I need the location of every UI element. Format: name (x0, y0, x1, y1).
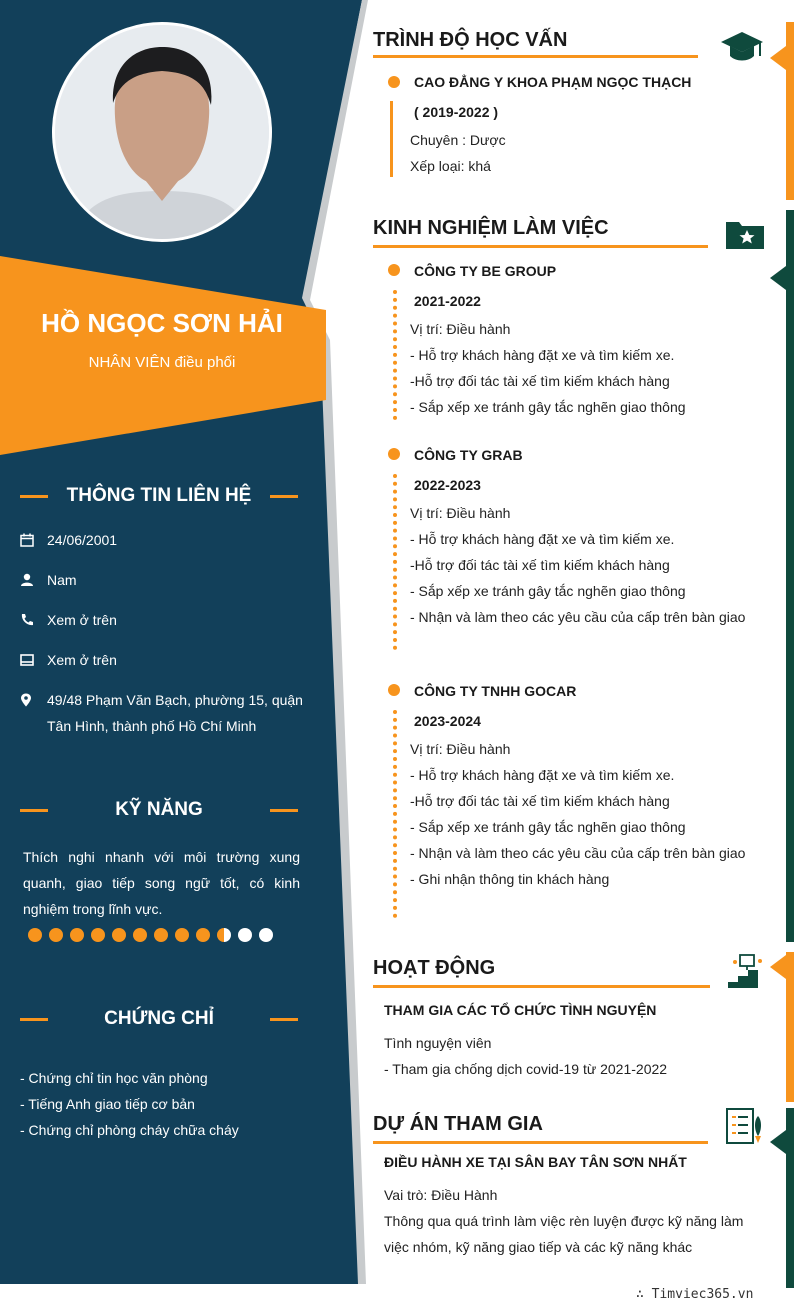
stairs-goal-icon (726, 952, 766, 990)
education-period: ( 2019-2022 ) (414, 104, 499, 120)
skills-text: Thích nghi nhanh với môi trường xung quanh, giao tiếp song ngữ tốt, có kinh nghiệm trong lĩnh vực. (23, 849, 300, 917)
contact-heading: THÔNG TIN LIÊN HỆ (20, 485, 298, 507)
activity-detail: - Tham gia chống dịch covid-19 từ 2021-2022 (384, 1061, 668, 1077)
job-line: -Hỗ trợ đối tác tài xế tìm kiếm khách hàng (410, 373, 670, 389)
timeline-bullet (388, 684, 400, 696)
certificates-heading: CHỨNG CHỈ (20, 1008, 298, 1030)
timeline-bullet (388, 448, 400, 460)
education-major: Chuyên : Dược (410, 132, 506, 148)
folder-star-icon (725, 218, 765, 250)
rating-dot (196, 928, 210, 942)
rating-dot (154, 928, 168, 942)
avatar-silhouette-icon (55, 25, 269, 239)
education-grade: Xếp loại: khá (410, 158, 491, 174)
watermark: ∴ Timviec365.vn (636, 1287, 754, 1302)
activity-role: Tình nguyện viên (384, 1035, 492, 1051)
candidate-name: HỒ NGỌC SƠN HẢI (41, 308, 283, 338)
contact-address: 49/48 Phạm Văn Bạch, phường 15, quận Tân Hình, thành phố Hồ Chí Minh (20, 687, 305, 739)
section-strip (786, 22, 794, 200)
timeline-bullet (388, 76, 400, 88)
contact-phone: Xem ở trên (20, 607, 305, 633)
projects-heading: DỰ ÁN THAM GIA (373, 1113, 543, 1135)
phone-icon (20, 613, 34, 627)
section-strip (786, 1108, 794, 1288)
job-line: - Sắp xếp xe tránh gây tắc nghẽn giao thông (410, 819, 686, 835)
rating-dot (238, 928, 252, 942)
job-title: NHÂN VIÊN điều phối (88, 354, 236, 371)
job-line: Vị trí: Điều hành (410, 741, 511, 757)
activities-heading: HOẠT ĐỘNG (373, 957, 496, 979)
job-line: - Nhận và làm theo các yêu cầu của cấp trên bàn giao (410, 609, 746, 625)
job-line: - Nhận và làm theo các yêu cầu của cấp trên bàn giao (410, 845, 746, 861)
project-role: Vai trò: Điều Hành (384, 1187, 498, 1203)
skill-rating (28, 928, 273, 942)
rating-dot (175, 928, 189, 942)
job-line: - Hỗ trợ khách hàng đặt xe và tìm kiếm xe. (410, 531, 675, 547)
project-title: ĐIỀU HÀNH XE TẠI SÂN BAY TÂN SƠN NHẤT (384, 1154, 687, 1170)
calendar-icon (20, 533, 34, 547)
job-company: CÔNG TY GRAB (414, 447, 523, 463)
job-period: 2021-2022 (414, 293, 481, 309)
certificate-item: - Chứng chỉ tin học văn phòng (20, 1070, 208, 1086)
rating-dot (91, 928, 105, 942)
profile-photo (52, 22, 272, 242)
rating-dot (112, 928, 126, 942)
job-line: Vị trí: Điều hành (410, 321, 511, 337)
rating-dot (259, 928, 273, 942)
job-line: - Sắp xếp xe tránh gây tắc nghẽn giao thông (410, 399, 686, 415)
contact-gender: Nam (20, 567, 305, 593)
job-line: - Sắp xếp xe tránh gây tắc nghẽn giao thông (410, 583, 686, 599)
contact-email: Xem ở trên (20, 647, 305, 673)
activity-title: THAM GIA CÁC TỔ CHỨC TÌNH NGUYỆN (384, 1002, 657, 1018)
certificate-item: - Chứng chỉ phòng cháy chữa cháy (20, 1122, 239, 1138)
education-heading: TRÌNH ĐỘ HỌC VẤN (373, 29, 568, 51)
job-company: CÔNG TY TNHH GOCAR (414, 683, 577, 699)
job-line: Vị trí: Điều hành (410, 505, 511, 521)
rating-dot (70, 928, 84, 942)
job-line: -Hỗ trợ đối tác tài xế tìm kiếm khách hàng (410, 793, 670, 809)
job-line: - Hỗ trợ khách hàng đặt xe và tìm kiếm xe. (410, 767, 675, 783)
project-description: Thông qua quá trình làm việc rèn luyện được kỹ năng làm (384, 1213, 744, 1229)
job-period: 2023-2024 (414, 713, 481, 729)
rating-dot (28, 928, 42, 942)
timeline-bullet (388, 264, 400, 276)
graduation-cap-icon (720, 30, 764, 64)
job-line: -Hỗ trợ đối tác tài xế tìm kiếm khách hàng (410, 557, 670, 573)
school-name: CAO ĐẲNG Y KHOA PHẠM NGỌC THẠCH (414, 74, 692, 90)
project-checklist-icon (724, 1106, 766, 1146)
section-strip (786, 952, 794, 1102)
rating-dot (133, 928, 147, 942)
job-company: CÔNG TY BE GROUP (414, 263, 557, 279)
job-period: 2022-2023 (414, 477, 481, 493)
contact-birthdate: 24/06/2001 (20, 527, 305, 553)
email-icon (20, 653, 34, 667)
rating-dot (217, 928, 231, 942)
rating-dot (49, 928, 63, 942)
section-strip (786, 210, 794, 942)
job-line: - Hỗ trợ khách hàng đặt xe và tìm kiếm xe. (410, 347, 675, 363)
job-line: - Ghi nhận thông tin khách hàng (410, 871, 610, 887)
skills-heading: KỸ NĂNG (20, 799, 298, 821)
user-icon (20, 573, 34, 587)
certificate-item: - Tiếng Anh giao tiếp cơ bản (20, 1096, 195, 1112)
experience-heading: KINH NGHIỆM LÀM VIỆC (373, 217, 609, 239)
project-description: việc nhóm, kỹ năng giao tiếp và các kỹ năng khác (384, 1239, 693, 1255)
map-pin-icon (20, 693, 32, 707)
